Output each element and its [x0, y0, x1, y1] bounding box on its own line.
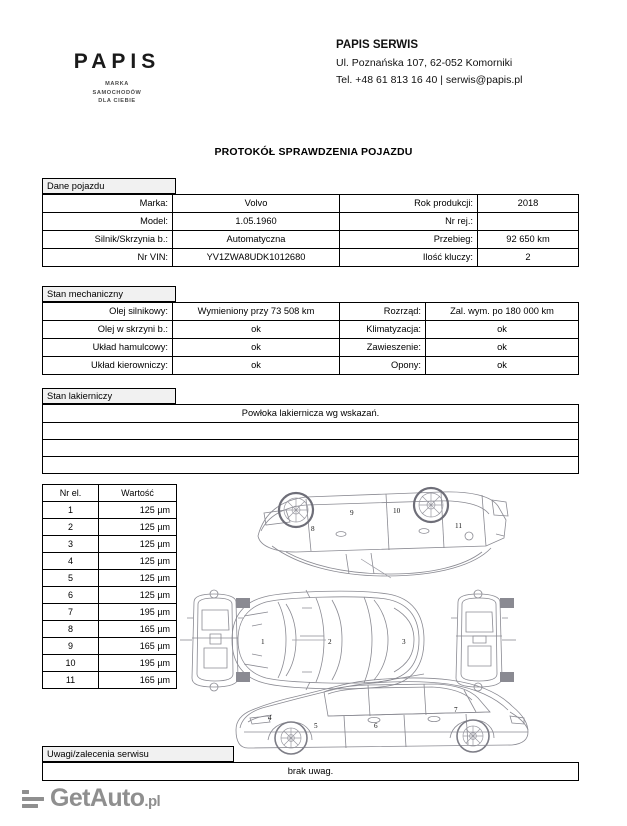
vehicle-label-vin: Nr VIN: — [43, 249, 173, 267]
car-roof-view-icon — [186, 476, 586, 581]
vehicle-label-rok: Rok produkcji: — [340, 195, 478, 213]
measurement-nr: 6 — [43, 587, 99, 604]
measurement-nr: 10 — [43, 655, 99, 672]
notes-table — [42, 762, 579, 781]
vehicle-value-klucze: 2 — [478, 249, 579, 267]
table-row — [43, 405, 579, 423]
mech-label-hamulcowy: Układ hamulcowy: — [43, 339, 173, 357]
diagram-label-roof-11: 11 — [455, 522, 462, 530]
document-title: PROTOKÓŁ SPRAWDZENIA POJAZDU — [214, 146, 413, 158]
getauto-wordmark — [50, 786, 160, 811]
diagram-label-side-6: 6 — [374, 722, 378, 730]
vehicle-data-table — [42, 194, 579, 267]
measurement-value: 125 µm — [99, 502, 177, 519]
paint-row-2 — [43, 423, 579, 440]
measurement-nr: 5 — [43, 570, 99, 587]
measurement-value: 125 µm — [99, 536, 177, 553]
measurement-nr: 9 — [43, 638, 99, 655]
vehicle-value-nr-rej — [478, 213, 579, 231]
measurement-nr: 1 — [43, 502, 99, 519]
table-row — [43, 553, 177, 570]
vehicle-label-nr-rej: Nr rej.: — [340, 213, 478, 231]
vehicle-label-klucze: Ilość kluczy: — [340, 249, 478, 267]
mech-label-klimatyzacja: Klimatyzacja: — [340, 321, 426, 339]
diagram-label-roof-9: 9 — [350, 509, 354, 517]
mech-label-olej-skrzynia: Olej w skrzyni b.: — [43, 321, 173, 339]
notes-text: brak uwag. — [43, 763, 579, 781]
getauto-name: GetAuto — [50, 784, 145, 812]
mech-value-klimatyzacja: ok — [426, 321, 579, 339]
diagram-label-side-4: 4 — [268, 714, 272, 722]
paint-state-table — [42, 404, 579, 474]
table-row — [43, 457, 579, 474]
mech-label-zawieszenie: Zawieszenie: — [340, 339, 426, 357]
paint-state-body — [43, 405, 579, 474]
measurements-body — [43, 485, 177, 689]
mech-value-kierowniczy: ok — [173, 357, 340, 375]
vehicle-value-marka: Volvo — [173, 195, 340, 213]
diagram-label-top-3: 3 — [402, 638, 406, 646]
company-contact: Tel. +48 61 813 16 40 | serwis@papis.pl — [336, 73, 523, 86]
table-row — [43, 604, 177, 621]
mech-value-opony: ok — [426, 357, 579, 375]
measurement-value: 165 µm — [99, 638, 177, 655]
vehicle-value-silnik: Automatyczna — [173, 231, 340, 249]
diagram-label-side-7: 7 — [454, 706, 458, 714]
table-row — [43, 195, 579, 213]
measurement-value: 125 µm — [99, 587, 177, 604]
table-row — [43, 357, 579, 375]
mechanical-state-table — [42, 302, 579, 375]
vehicle-value-vin: YV1ZWA8UDK1012680 — [173, 249, 340, 267]
table-row — [43, 655, 177, 672]
mech-value-olej-silnikowy: Wymieniony przy 73 508 km — [173, 303, 340, 321]
section-header-notes: Uwagi/zalecenia serwisu — [42, 746, 234, 762]
section-header-paint-state: Stan lakierniczy — [42, 388, 176, 404]
measurements-header-nr: Nr el. — [43, 485, 99, 502]
table-row — [43, 440, 579, 457]
mech-label-kierowniczy: Układ kierowniczy: — [43, 357, 173, 375]
paint-row-4 — [43, 457, 579, 474]
diagram-label-roof-10: 10 — [393, 507, 401, 515]
vehicle-label-silnik: Silnik/Skrzynia b.: — [43, 231, 173, 249]
measurement-value: 125 µm — [99, 553, 177, 570]
section-header-vehicle-data: Dane pojazdu — [42, 178, 176, 194]
table-row — [43, 570, 177, 587]
notes-body — [43, 763, 579, 781]
vehicle-value-rok: 2018 — [478, 195, 579, 213]
company-name: PAPIS SERWIS — [336, 39, 419, 51]
vehicle-label-model: Model: — [43, 213, 173, 231]
brand-tagline-line3: DLA CIEBIE — [98, 98, 136, 105]
mech-label-olej-silnikowy: Olej silnikowy: — [43, 303, 173, 321]
table-row — [43, 423, 579, 440]
mech-value-olej-skrzynia: ok — [173, 321, 340, 339]
measurements-table — [42, 484, 177, 689]
getauto-tld: .pl — [144, 793, 161, 810]
vehicle-label-marka: Marka: — [43, 195, 173, 213]
getauto-bars-icon — [22, 790, 44, 808]
table-row — [43, 587, 177, 604]
measurement-value: 165 µm — [99, 672, 177, 689]
table-row — [43, 339, 579, 357]
mech-label-opony: Opony: — [340, 357, 426, 375]
brand-tagline-line2: SAMOCHODÓW — [92, 89, 142, 96]
table-row — [43, 303, 579, 321]
company-address: Ul. Poznańska 107, 62-052 Komorniki — [336, 56, 513, 69]
table-row — [43, 231, 579, 249]
table-row — [43, 519, 177, 536]
vehicle-diagram-group — [186, 476, 586, 746]
measurements-header-row — [43, 485, 177, 502]
brand-tagline — [42, 80, 192, 106]
measurement-nr: 3 — [43, 536, 99, 553]
table-row — [43, 249, 579, 267]
vehicle-value-przebieg: 92 650 km — [478, 231, 579, 249]
table-row — [43, 213, 579, 231]
vehicle-label-przebieg: Przebieg: — [340, 231, 478, 249]
car-side-view-icon — [228, 672, 548, 762]
measurement-value: 125 µm — [99, 570, 177, 587]
diagram-label-top-2: 2 — [328, 638, 332, 646]
table-row — [43, 621, 177, 638]
brand-tagline-line1: MARKA — [105, 81, 129, 87]
table-row — [43, 672, 177, 689]
table-row — [43, 638, 177, 655]
diagram-label-top-1: 1 — [261, 638, 265, 646]
table-row — [43, 502, 177, 519]
measurement-value: 125 µm — [99, 519, 177, 536]
mech-value-hamulcowy: ok — [173, 339, 340, 357]
diagram-label-side-5: 5 — [314, 722, 318, 730]
company-contact-block — [336, 36, 606, 89]
papis-logo — [42, 50, 192, 106]
measurement-nr: 4 — [43, 553, 99, 570]
table-row — [43, 536, 177, 553]
diagram-label-roof-8: 8 — [311, 525, 315, 533]
brand-name: PAPIS — [73, 50, 161, 73]
mechanical-state-body — [43, 303, 579, 375]
measurement-value: 195 µm — [99, 604, 177, 621]
measurement-nr: 7 — [43, 604, 99, 621]
getauto-logo — [22, 786, 160, 811]
section-header-mechanical-state: Stan mechaniczny — [42, 286, 176, 302]
measurement-nr: 11 — [43, 672, 99, 689]
measurement-value: 165 µm — [99, 621, 177, 638]
mech-label-rozrzad: Rozrząd: — [340, 303, 426, 321]
paint-row-1: Powłoka lakiernicza wg wskazań. — [43, 405, 579, 423]
table-row — [43, 321, 579, 339]
vehicle-value-model: 1.05.1960 — [173, 213, 340, 231]
measurement-nr: 2 — [43, 519, 99, 536]
measurements-header-value: Wartość — [99, 485, 177, 502]
mech-value-zawieszenie: ok — [426, 339, 579, 357]
paint-row-3 — [43, 440, 579, 457]
measurement-value: 195 µm — [99, 655, 177, 672]
measurement-nr: 8 — [43, 621, 99, 638]
mech-value-rozrzad: Zal. wym. po 180 000 km — [426, 303, 579, 321]
vehicle-data-body — [43, 195, 579, 267]
table-row — [43, 763, 579, 781]
